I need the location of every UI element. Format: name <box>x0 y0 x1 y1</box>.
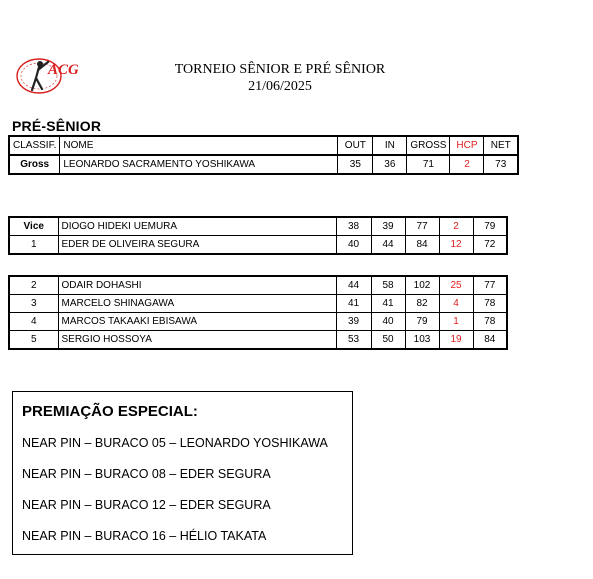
header-hcp: HCP <box>450 136 484 155</box>
cell-classif: 2 <box>9 276 58 295</box>
cell-in: 58 <box>371 276 405 295</box>
table-row <box>9 276 507 295</box>
header-in: IN <box>373 136 407 155</box>
cell-out: 53 <box>336 331 371 350</box>
header-classif: CLASSIF. <box>9 136 60 155</box>
tournament-date: 21/06/2025 <box>248 79 312 94</box>
cell-net: 79 <box>473 217 507 236</box>
header-nome: NOME <box>60 136 338 155</box>
results-table-top <box>8 216 508 255</box>
cell-net: 78 <box>473 313 507 331</box>
cell-hcp: 1 <box>439 313 473 331</box>
document-header <box>140 61 420 95</box>
cell-classif: 4 <box>9 313 58 331</box>
golfer-logo-icon <box>12 50 78 96</box>
cell-net: 77 <box>473 276 507 295</box>
cell-out: 39 <box>336 313 371 331</box>
cell-net: 73 <box>484 155 518 174</box>
cell-in: 40 <box>371 313 405 331</box>
cell-out: 38 <box>336 217 371 236</box>
cell-nome: EDER DE OLIVEIRA SEGURA <box>58 236 336 255</box>
cell-classif: Gross <box>9 155 60 174</box>
cell-hcp: 4 <box>439 295 473 313</box>
prize-item: NEAR PIN – BURACO 08 – EDER SEGURA <box>22 467 271 481</box>
table-header-row <box>9 136 518 155</box>
cell-nome: LEONARDO SACRAMENTO YOSHIKAWA <box>60 155 338 174</box>
cell-net: 84 <box>473 331 507 350</box>
table-row <box>9 313 507 331</box>
cell-in: 44 <box>371 236 405 255</box>
cell-gross: 82 <box>405 295 439 313</box>
cell-hcp: 19 <box>439 331 473 350</box>
cell-out: 41 <box>336 295 371 313</box>
cell-in: 50 <box>371 331 405 350</box>
cell-gross: 79 <box>405 313 439 331</box>
table-row <box>9 217 507 236</box>
cell-gross: 84 <box>405 236 439 255</box>
cell-classif: 5 <box>9 331 58 350</box>
cell-in: 36 <box>373 155 407 174</box>
cell-out: 35 <box>338 155 373 174</box>
results-table-gross <box>8 135 519 175</box>
cell-nome: DIOGO HIDEKI UEMURA <box>58 217 336 236</box>
header-out: OUT <box>338 136 373 155</box>
prize-item: NEAR PIN – BURACO 16 – HÉLIO TAKATA <box>22 529 267 543</box>
cell-nome: SERGIO HOSSOYA <box>58 331 336 350</box>
table-row <box>9 295 507 313</box>
special-prizes-title: PREMIAÇÃO ESPECIAL: <box>22 403 198 420</box>
cell-classif: 1 <box>9 236 58 255</box>
cell-net: 78 <box>473 295 507 313</box>
club-logo <box>12 50 78 96</box>
cell-nome: ODAIR DOHASHI <box>58 276 336 295</box>
cell-out: 40 <box>336 236 371 255</box>
cell-classif: Vice <box>9 217 58 236</box>
cell-gross: 77 <box>405 217 439 236</box>
cell-gross: 71 <box>407 155 450 174</box>
cell-hcp: 2 <box>450 155 484 174</box>
cell-out: 44 <box>336 276 371 295</box>
cell-classif: 3 <box>9 295 58 313</box>
table-row <box>9 155 518 174</box>
cell-hcp: 2 <box>439 217 473 236</box>
cell-gross: 103 <box>405 331 439 350</box>
header-gross: GROSS <box>407 136 450 155</box>
cell-in: 39 <box>371 217 405 236</box>
special-prizes-box <box>12 391 353 555</box>
header-net: NET <box>484 136 518 155</box>
cell-gross: 102 <box>405 276 439 295</box>
prize-item: NEAR PIN – BURACO 05 – LEONARDO YOSHIKAWA <box>22 436 328 450</box>
cell-nome: MARCELO SHINAGAWA <box>58 295 336 313</box>
prize-item: NEAR PIN – BURACO 12 – EDER SEGURA <box>22 498 271 512</box>
cell-hcp: 25 <box>439 276 473 295</box>
table-row <box>9 236 507 255</box>
section-title: PRÉ-SÊNIOR <box>12 118 102 134</box>
cell-hcp: 12 <box>439 236 473 255</box>
results-table-rest <box>8 275 508 350</box>
cell-nome: MARCOS TAKAAKI EBISAWA <box>58 313 336 331</box>
logo-text: ACG <box>48 62 78 78</box>
cell-net: 72 <box>473 236 507 255</box>
cell-in: 41 <box>371 295 405 313</box>
table-row <box>9 331 507 350</box>
tournament-title: TORNEIO SÊNIOR E PRÉ SÊNIOR <box>174 62 386 77</box>
